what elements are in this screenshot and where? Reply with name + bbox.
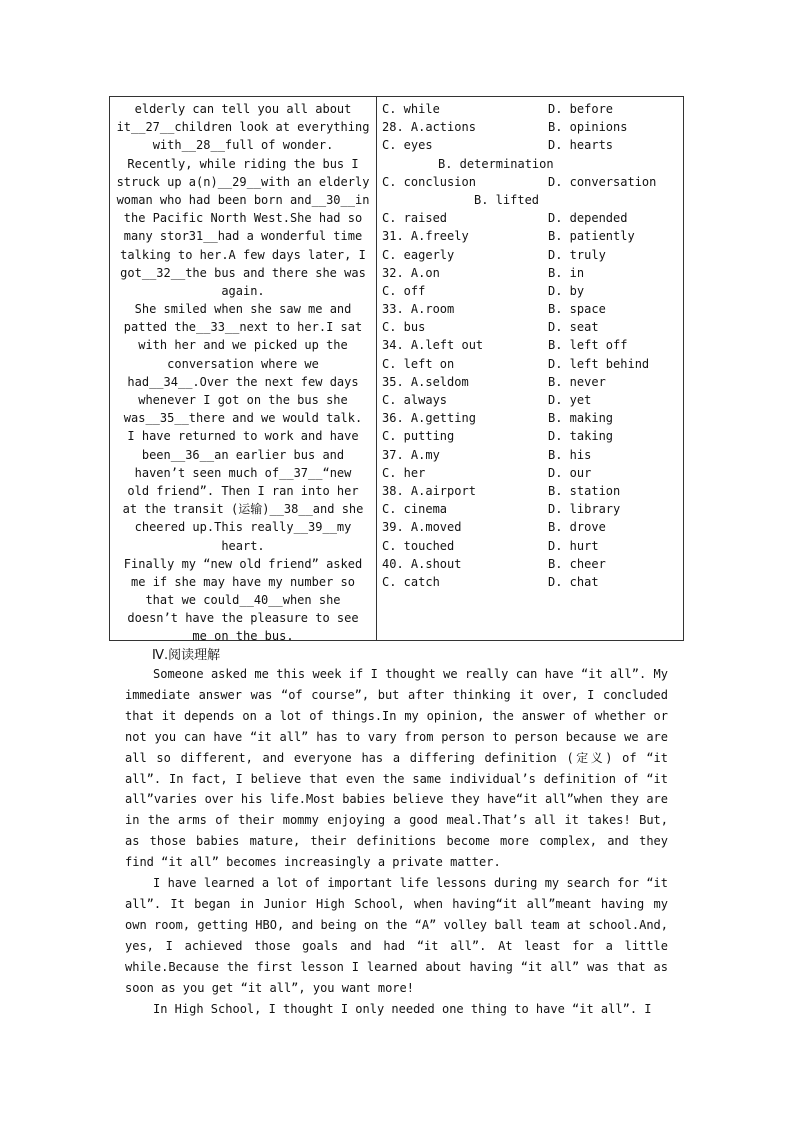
- option-row: [382, 391, 682, 409]
- option-row: [382, 373, 682, 391]
- cloze-line: been__36__an earlier bus and: [141, 447, 345, 462]
- option-text: B. lifted: [474, 192, 540, 207]
- option-row: [382, 464, 682, 482]
- option-left: C. eyes: [382, 138, 433, 153]
- option-right: D. taking: [548, 429, 614, 444]
- cloze-line: cheered up.This really__39__my: [134, 520, 352, 535]
- option-left: 31. A.freely: [382, 229, 469, 244]
- option-right: B. left off: [548, 338, 628, 353]
- option-row: [382, 227, 682, 245]
- cloze-line: I have returned to work and have: [127, 429, 359, 444]
- option-row: [382, 155, 682, 173]
- cloze-line: Recently, while riding the bus I: [127, 156, 359, 171]
- option-left: C. off: [382, 283, 426, 298]
- option-left: C. conclusion: [382, 174, 476, 189]
- cloze-line: old friend”. Then I ran into her: [127, 483, 359, 498]
- option-row: [382, 500, 682, 518]
- option-right: B. cheer: [548, 556, 606, 571]
- option-row: [382, 264, 682, 282]
- option-left: 32. A.on: [382, 265, 440, 280]
- cloze-line: many stor31__had a wonderful time: [123, 229, 363, 244]
- cloze-line: Finally my “new old friend” asked: [123, 556, 363, 571]
- option-row: [382, 555, 682, 573]
- option-row: [382, 136, 682, 154]
- option-right: B. patiently: [548, 229, 635, 244]
- section-heading: Ⅳ.阅读理解: [152, 648, 221, 663]
- option-right: B. space: [548, 302, 606, 317]
- option-left: 38. A.airport: [382, 483, 476, 498]
- option-left: 33. A.room: [382, 302, 455, 317]
- option-row: [382, 282, 682, 300]
- cloze-line: talking to her.A few days later, I: [120, 247, 366, 262]
- cloze-line: conversation where we: [167, 356, 319, 371]
- option-right: B. opinions: [548, 120, 628, 135]
- cloze-line: me if she may have my number so: [131, 574, 355, 589]
- cloze-line: at the transit (运输)__38__and she: [122, 502, 364, 517]
- option-left: C. while: [382, 102, 440, 116]
- option-left: C. bus: [382, 320, 426, 335]
- option-row: [382, 518, 682, 536]
- cloze-line: with__28__full of wonder.: [152, 138, 334, 153]
- option-right: D. our: [548, 465, 592, 480]
- option-right: B. making: [548, 411, 614, 426]
- option-row: [382, 409, 682, 427]
- cloze-passage-column: [114, 100, 372, 646]
- option-right: B. station: [548, 483, 621, 498]
- passage-paragraph-2: I have learned a lot of important life lessons during my search for “it all”. It began in Junior High School, when having“it all”meant having my own room, getting HBO, and being on the “A” volley ball team at school.And, yes, I achieved those goals and had “it all”. At least for a little while.Because the first lesson I learned about having “it all” was that as soon as you get “it all”, you want more!: [125, 876, 668, 995]
- answer-options-column: [382, 100, 682, 591]
- option-left: 34. A.left out: [382, 338, 484, 353]
- cloze-line: patted the__33__next to her.I sat: [123, 320, 363, 335]
- option-right: D. conversation: [548, 174, 657, 189]
- option-row: [382, 246, 682, 264]
- cloze-line: heart.: [221, 538, 265, 553]
- option-left: C. putting: [382, 429, 455, 444]
- option-right: D. depended: [548, 211, 628, 226]
- option-left: C. touched: [382, 538, 455, 553]
- option-left: C. eagerly: [382, 247, 455, 262]
- option-right: D. before: [548, 102, 614, 116]
- cloze-line: haven’t seen much of__37__“new: [134, 465, 352, 480]
- cloze-line: the Pacific North West.She had so: [123, 211, 363, 226]
- option-row: [382, 173, 682, 191]
- option-right: B. in: [548, 265, 585, 280]
- cloze-line: that we could__40__when she: [145, 593, 341, 608]
- option-left: 39. A.moved: [382, 520, 462, 535]
- option-right: D. chat: [548, 574, 599, 589]
- option-right: D. hurt: [548, 538, 599, 553]
- option-left: 35. A.seldom: [382, 374, 469, 389]
- option-left: C. her: [382, 465, 426, 480]
- option-row: [382, 300, 682, 318]
- cloze-line: She smiled when she saw me and: [134, 302, 352, 317]
- option-left: C. left on: [382, 356, 455, 371]
- cloze-table: [109, 96, 684, 644]
- cloze-line: was__35__there and we would talk.: [123, 411, 363, 426]
- option-right: D. truly: [548, 247, 606, 262]
- cloze-line: again.: [221, 283, 265, 298]
- option-left: 37. A.my: [382, 447, 440, 462]
- option-row: [382, 573, 682, 591]
- option-right: D. seat: [548, 320, 599, 335]
- option-row: [382, 209, 682, 227]
- option-left: 36. A.getting: [382, 411, 476, 426]
- column-divider: [376, 97, 377, 640]
- cloze-line: whenever I got on the bus she: [138, 393, 348, 407]
- option-left: 28. A.actions: [382, 120, 476, 135]
- option-right: D. by: [548, 283, 585, 298]
- option-right: B. his: [548, 447, 592, 462]
- cloze-line: got__32__the bus and there she was: [120, 265, 366, 280]
- cloze-line: elderly can tell you all about: [134, 102, 352, 116]
- option-row: [382, 336, 682, 354]
- option-right: D. library: [548, 502, 621, 517]
- option-right: B. drove: [548, 520, 606, 535]
- cloze-line: struck up a(n)__29__with an elderly: [116, 174, 370, 189]
- option-left: C. catch: [382, 574, 440, 589]
- option-left: C. raised: [382, 211, 448, 226]
- option-text: B. determination: [438, 156, 554, 171]
- option-right: B. never: [548, 374, 606, 389]
- option-left: 40. A.shout: [382, 556, 462, 571]
- option-row: [382, 537, 682, 555]
- option-row: [382, 191, 682, 209]
- cloze-line: woman who had been born and__30__in: [116, 192, 370, 207]
- option-row: [382, 118, 682, 136]
- option-row: [382, 482, 682, 500]
- passage-paragraph-3: In High School, I thought I only needed one thing to have “it all”. I: [153, 1001, 652, 1016]
- option-row: [382, 427, 682, 445]
- cloze-line: me on the bus.: [192, 629, 294, 644]
- cloze-line: it__27__children look at everything: [116, 120, 370, 135]
- option-row: [382, 318, 682, 336]
- option-row: [382, 355, 682, 373]
- cloze-line: had__34__.Over the next few days: [127, 374, 359, 389]
- option-row: [382, 446, 682, 464]
- passage-paragraph-1: Someone asked me this week if I thought we really can have “it all”. My immediate answer was “of course”, but after thinking it over, I concluded that it depends on a lot of things.In my opinion, the answer of whether or not you can have “it all” has to vary from person to person because we are all so different, and everyone has a differing definition (定义) of “it all”. In fact, I believe that even the same individual’s definition of “it all”varies over his life.Most babies believe they have“it all”when they are in the arms of their mommy enjoying a good meal.That’s all it takes! But, as those babies mature, their definitions become more complex, and they find “it all” becomes increasingly a private matter.: [125, 667, 668, 870]
- option-right: D. hearts: [548, 138, 614, 153]
- cloze-line: with her and we picked up the: [138, 338, 348, 353]
- option-right: D. yet: [548, 393, 592, 407]
- option-left: C. cinema: [382, 502, 448, 517]
- reading-passage: [125, 664, 668, 1019]
- option-right: D. left behind: [548, 356, 650, 371]
- cloze-line: doesn’t have the pleasure to see: [127, 611, 359, 626]
- option-left: C. always: [382, 393, 448, 407]
- option-row: [382, 100, 682, 118]
